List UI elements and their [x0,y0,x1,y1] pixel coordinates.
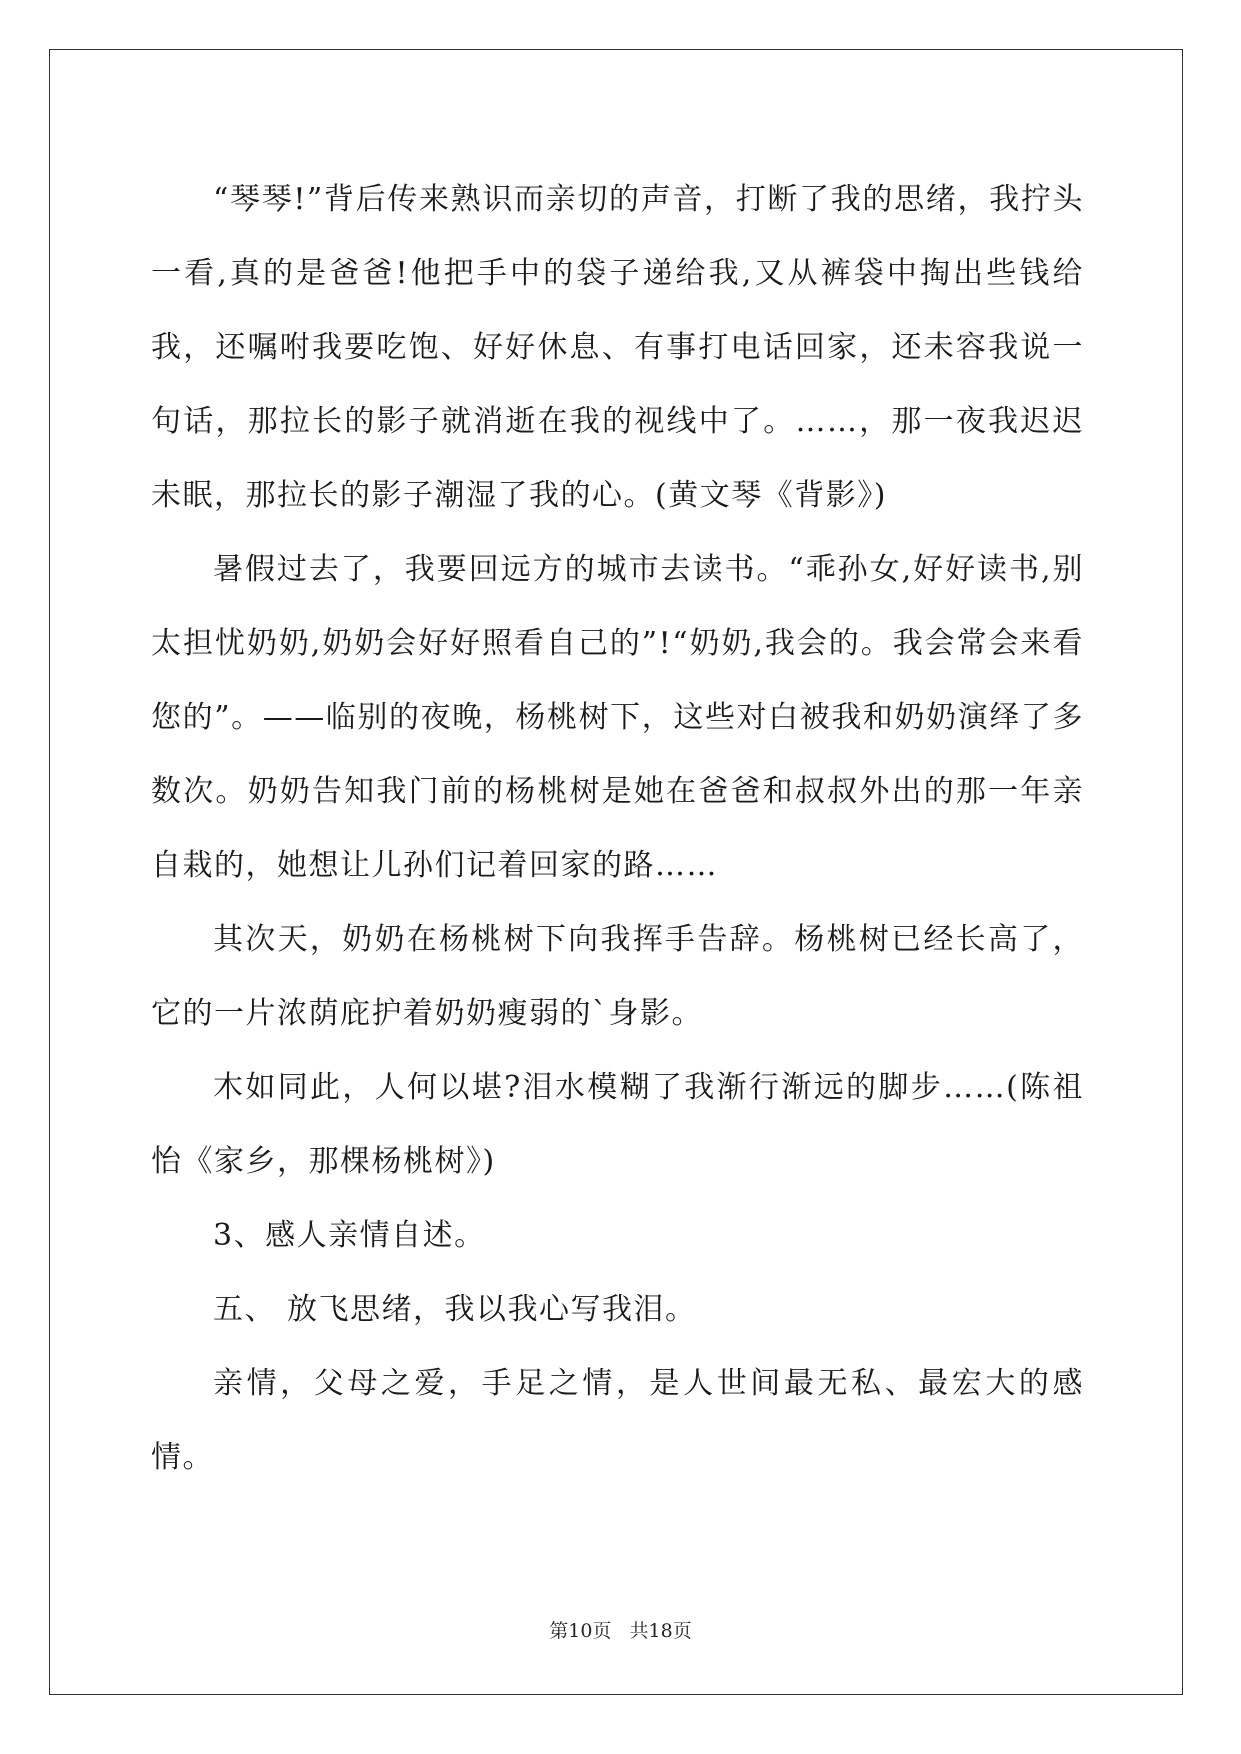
paragraph-2: 暑假过去了，我要回远方的城市去读书。“乖孙女,好好读书,别太担忧奶奶,奶奶会好好照看自己的”!“奶奶,我会的。我会常会来看您的”。——临别的夜晚，杨桃树下，这些对白被我和奶奶演绎了多数次。奶奶告知我门前的杨桃树是她在爸爸和叔叔外出的那一年亲自栽的，她想让儿孙们记着回家的路…… [151,552,1084,883]
paragraph-4: 木如同此，人何以堪?泪水模糊了我渐行渐远的脚步……(陈祖怡《家乡，那棵杨桃树》) [151,1070,1084,1179]
paragraph-1: “琴琴!”背后传来熟识而亲切的声音，打断了我的思绪，我拧头一看,真的是爸爸!他把手中的袋子递给我,又从裤袋中掏出些钱给我，还嘱咐我要吃饱、好好休息、有事打电话回家，还未容我说一句话，那拉长的影子就消逝在我的视线中了。……，那一夜我迟迟未眠，那拉长的影子潮湿了我的心。(黄文琴《背影》) [151,182,1084,513]
document-body [151,163,1084,1495]
page-footer [0,1616,1241,1643]
paragraph-3: 其次天，奶奶在杨桃树下向我挥手告辞。杨桃树已经长高了，它的一片浓荫庇护着奶奶瘦弱的`身影。 [151,922,1084,1031]
page-number-total: 共18页 [629,1620,692,1642]
paragraph-7: 亲情，父母之爱，手足之情，是人世间最无私、最宏大的感情。 [151,1366,1084,1475]
page-number-current: 第10页 [549,1620,612,1642]
paragraph-6: 五、 放飞思绪，我以我心写我泪。 [213,1292,697,1327]
paragraph-5: 3、感人亲情自述。 [213,1218,486,1253]
